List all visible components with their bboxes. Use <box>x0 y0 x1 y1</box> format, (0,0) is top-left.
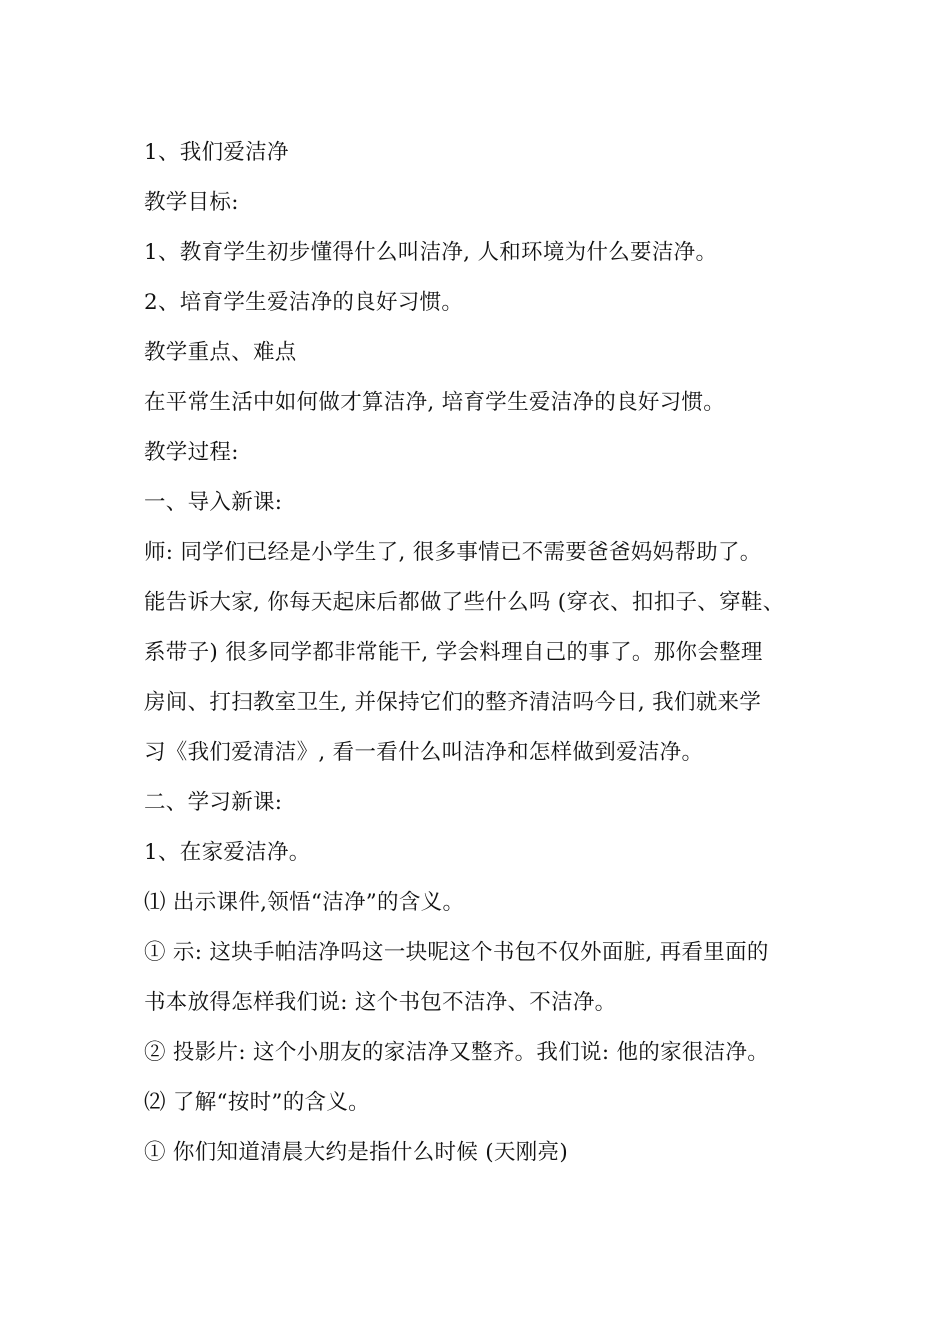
paragraph-line: 房间、打扫教室卫生, 并保持它们的整齐清洁吗今日, 我们就来学 <box>144 690 762 715</box>
paragraph-line: 师: 同学们已经是小学生了, 很多事情已不需要爸爸妈妈帮助了。 <box>144 540 762 565</box>
list-item: ① 你们知道清晨大约是指什么时候 (天刚亮) <box>144 1140 569 1165</box>
subheading-new-lesson: 二、学习新课: <box>144 790 283 815</box>
paragraph-line: 系带子) 很多同学都非常能干, 学会料理自己的事了。那你会整理 <box>144 640 763 665</box>
key-points-text: 在平常生活中如何做才算洁净, 培育学生爱洁净的良好习惯。 <box>144 390 726 415</box>
document-body <box>144 128 824 1178</box>
paragraph-line: 书本放得怎样我们说: 这个书包不洁净、不洁净。 <box>144 990 617 1015</box>
list-item: ② 投影片: 这个小朋友的家洁净又整齐。我们说: 他的家很洁净。 <box>144 1040 770 1065</box>
list-item: ⑵ 了解“按时”的含义。 <box>144 1090 370 1115</box>
list-item: ⑴ 出示课件,领悟“洁净”的含义。 <box>144 890 465 915</box>
objective-item-1: 1、教育学生初步懂得什么叫洁净, 人和环境为什么要洁净。 <box>144 240 718 265</box>
objective-item-2: 2、培育学生爱洁净的良好习惯。 <box>144 290 464 315</box>
section-heading-objectives: 教学目标: <box>144 190 239 215</box>
paragraph-line: 习《我们爱清洁》, 看一看什么叫洁净和怎样做到爱洁净。 <box>144 740 704 765</box>
lesson-title: 1、我们爱洁净 <box>144 140 289 165</box>
section-heading-key-points: 教学重点、难点 <box>144 340 297 365</box>
list-item: ① 示: 这块手帕洁净吗这一块呢这个书包不仅外面脏, 再看里面的 <box>144 940 769 965</box>
list-item: 1、在家爱洁净。 <box>144 840 311 865</box>
section-heading-process: 教学过程: <box>144 440 239 465</box>
paragraph-line: 能告诉大家, 你每天起床后都做了些什么吗 (穿衣、扣扣子、穿鞋、 <box>144 590 785 615</box>
subheading-introduction: 一、导入新课: <box>144 490 283 515</box>
